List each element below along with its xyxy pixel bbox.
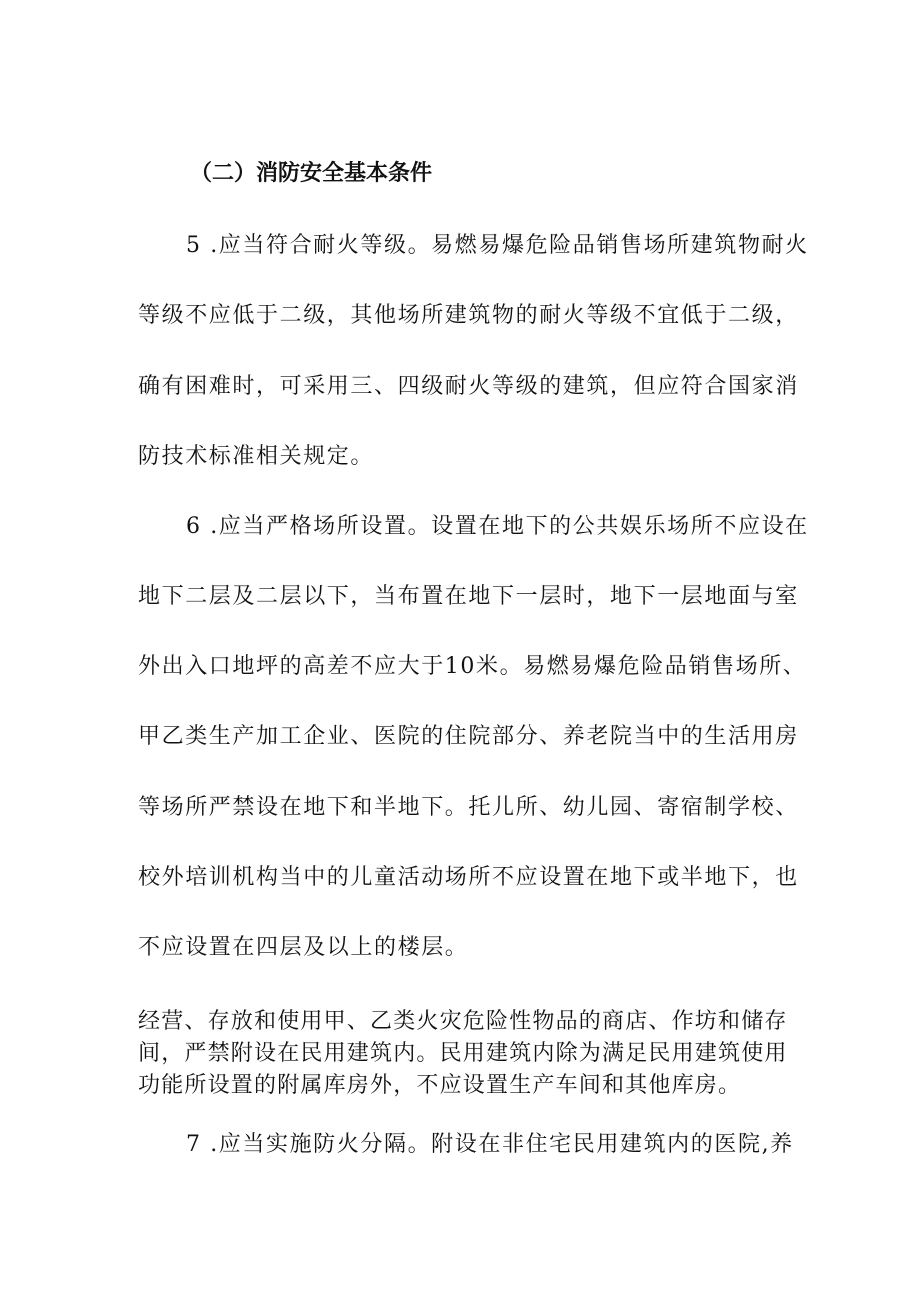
paragraph-2-line-5: 等场所严禁设在地下和半地下。托儿所、幼儿园、寄宿制学校、 (138, 795, 799, 820)
paragraph-3-line-2: 间，严禁附设在民用建筑内。民用建筑内除为满足民用建筑使用 (138, 1041, 788, 1066)
paragraph-3-line-1: 经营、存放和使用甲、乙类火灾危险性物品的商店、作坊和储存 (138, 1009, 788, 1034)
paragraph-1-line-4: 防技术标准相关规定。 (138, 444, 375, 469)
paragraph-2-line-3: 外出入口地坪的高差不应大于10米。易燃易爆危险品销售场所、 (138, 654, 807, 679)
paragraph-2-line-1: 6 .应当严格场所设置。设置在地下的公共娱乐场所不应设在 (186, 514, 809, 539)
paragraph-1-line-2: 等级不应低于二级，其他场所建筑物的耐火等级不宜低于二级， (138, 303, 799, 328)
paragraph-1-line-1: 5 .应当符合耐火等级。易燃易爆危险品销售场所建筑物耐火 (186, 233, 809, 258)
paragraph-2-line-7: 不应设置在四层及以上的楼层。 (138, 935, 469, 960)
paragraph-1-line-3: 确有困难时，可采用三、四级耐火等级的建筑，但应符合国家消 (138, 374, 799, 399)
paragraph-2-line-4: 甲乙类生产加工企业、医院的住院部分、养老院当中的生活用房 (138, 724, 799, 749)
paragraph-2-line-2: 地下二层及二层以下，当布置在地下一层时，地下一层地面与室 (138, 584, 799, 609)
paragraph-4-line-1: 7 .应当实施防火分隔。附设在非住宅民用建筑内的医院,养 (186, 1132, 794, 1157)
paragraph-2-line-6: 校外培训机构当中的儿童活动场所不应设置在地下或半地下，也 (138, 865, 799, 890)
section-heading: （二）消防安全基本条件 (190, 160, 433, 186)
paragraph-3-line-3: 功能所设置的附属库房外，不应设置生产车间和其他库房。 (138, 1073, 742, 1098)
